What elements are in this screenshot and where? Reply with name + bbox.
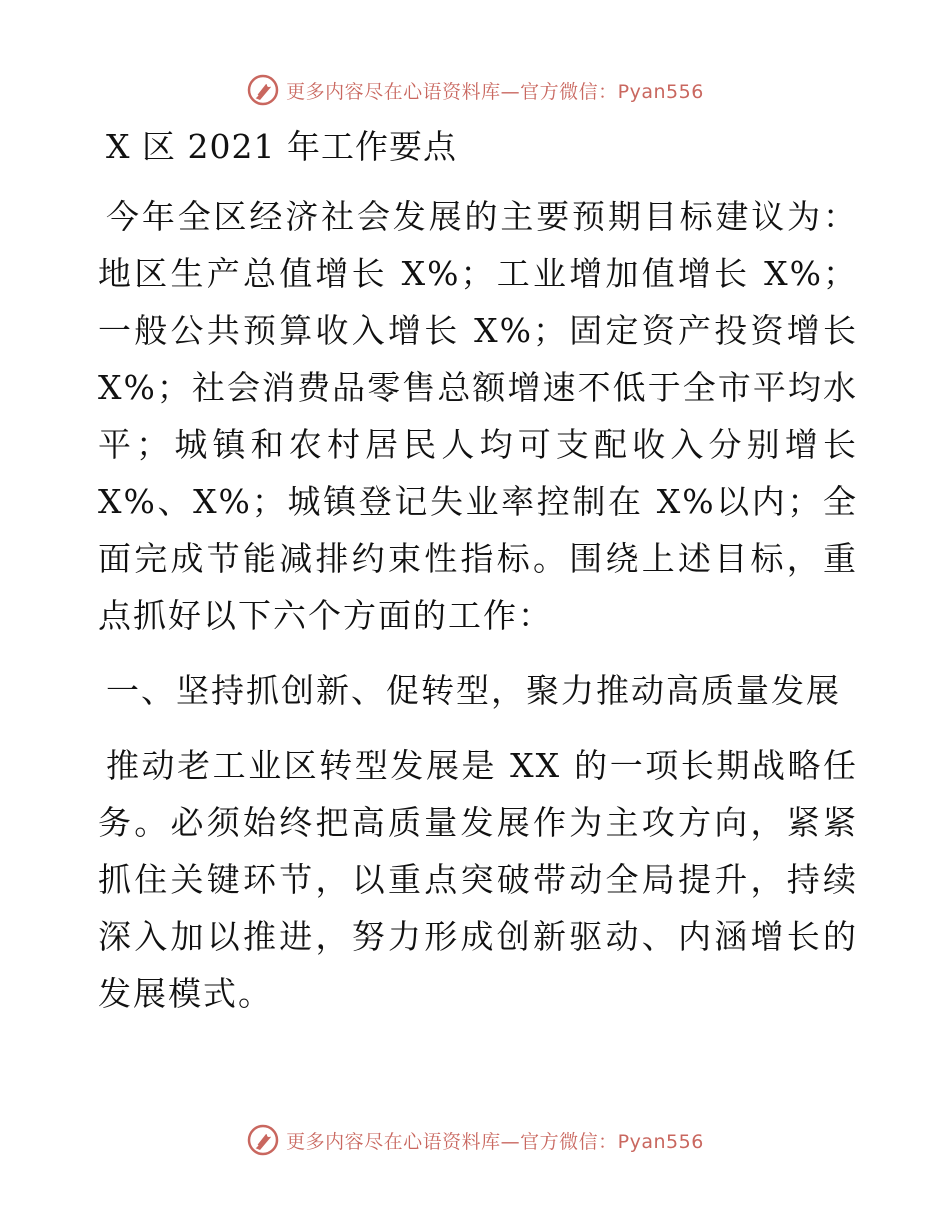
document-title: X 区 2021 年工作要点: [106, 127, 457, 166]
watermark-text: 更多内容尽在心语资料库—官方微信：Pyan556: [286, 1130, 704, 1153]
pen-nib-logo-icon: [246, 1123, 280, 1157]
watermark-text: 更多内容尽在心语资料库—官方微信：Pyan556: [286, 80, 704, 103]
document-body: [98, 122, 858, 1022]
intro-paragraph: 今年全区经济社会发展的主要预期目标建议为：地区生产总值增长 X%；工业增加值增长 X%；一般公共预算收入增长 X%；固定资产投资增长 X%；社会消费品零售总额增速不低于全市平均水平；城镇和农村居民人均可支配收入分别增长 X%、X%；城镇登记失业率控制在 X%以内；全面完成节能减排约束性指标。围绕上述目标，重点抓好以下六个方面的工作：: [98, 197, 858, 635]
watermark-banner-top: [0, 70, 950, 110]
pen-nib-logo-icon: [246, 73, 280, 107]
section-1-heading: 一、坚持抓创新、促转型，聚力推动高质量发展: [106, 671, 841, 710]
section-1-paragraph: 推动老工业区转型发展是 XX 的一项长期战略任务。必须始终把高质量发展作为主攻方向，紧紧抓住关键环节，以重点突破带动全局提升，持续深入加以推进，努力形成创新驱动、内涵增长的发展模式。: [98, 746, 858, 1013]
watermark-banner-bottom: [0, 1120, 950, 1160]
